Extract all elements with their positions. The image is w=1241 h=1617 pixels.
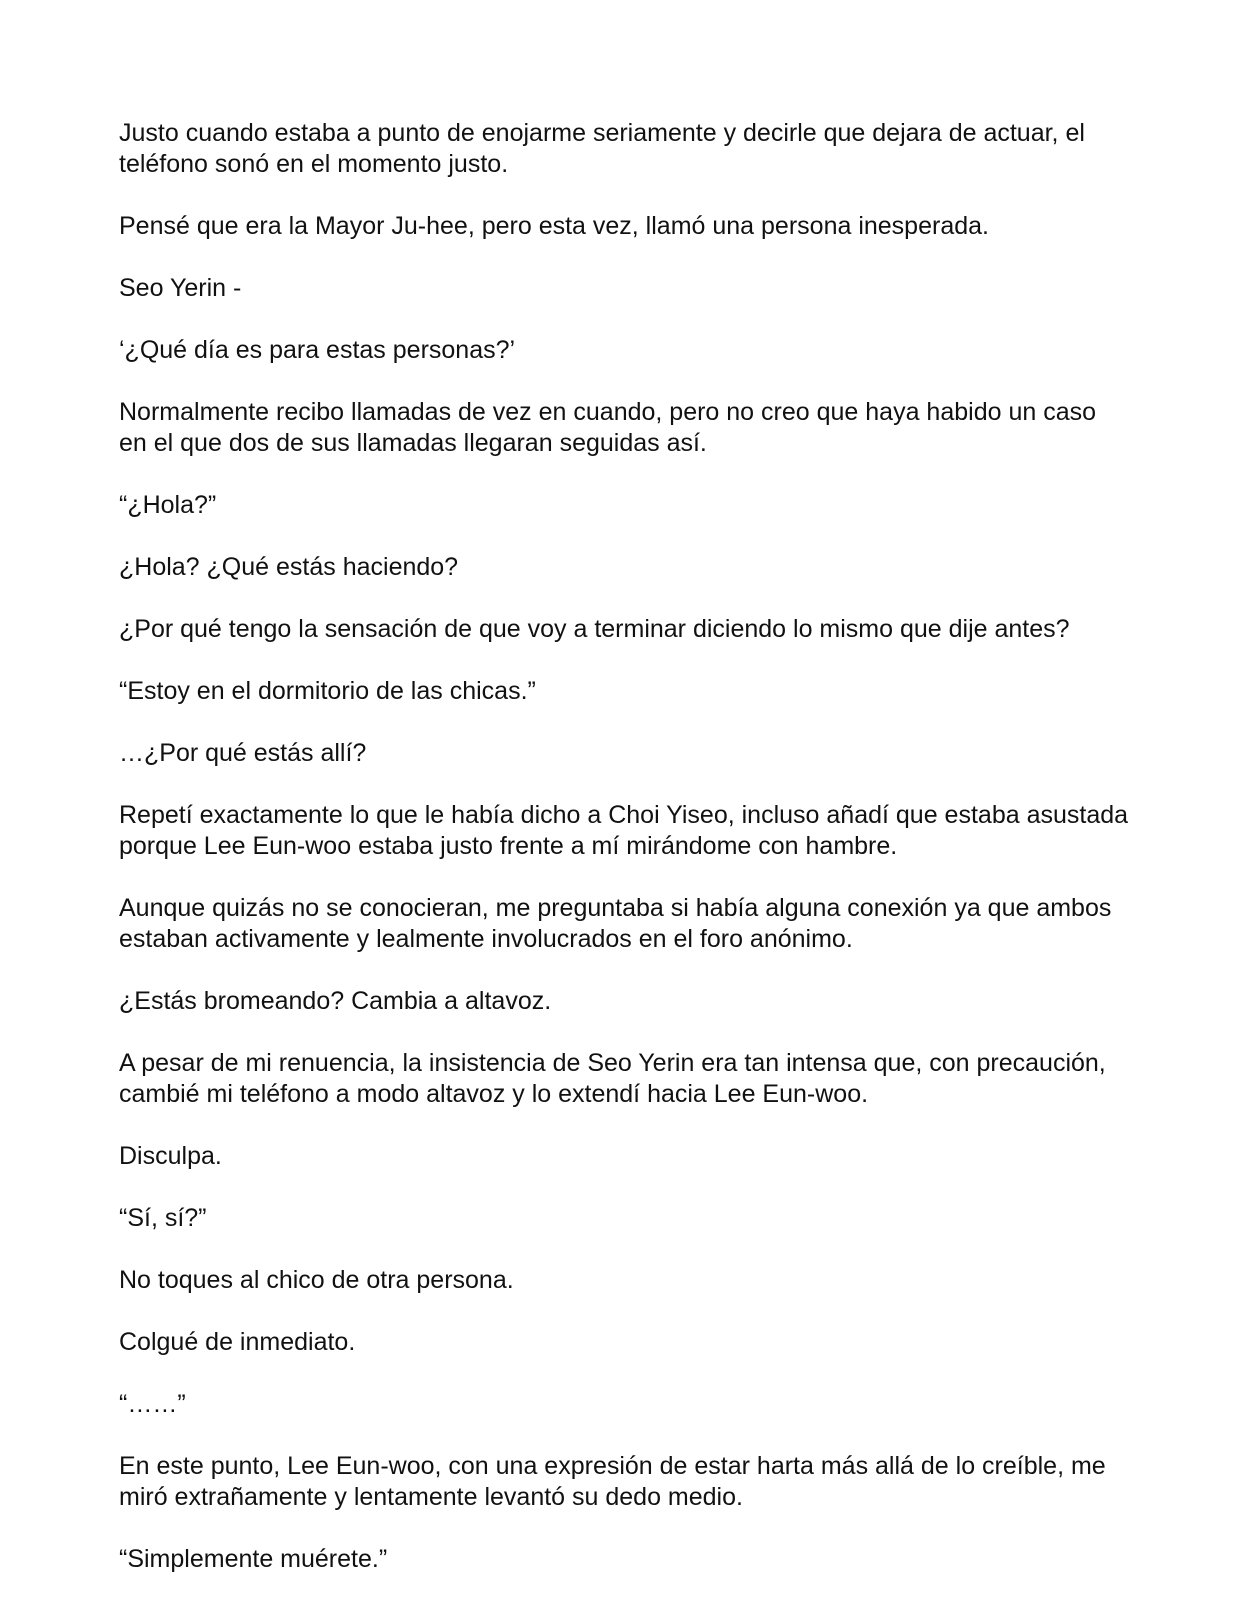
paragraph: Seo Yerin - bbox=[119, 274, 242, 302]
paragraph: Justo cuando estaba a punto de enojarme seriamente y decirle que dejara de actuar, el teléfono sonó en el momento justo. bbox=[119, 119, 1085, 178]
paragraph: Normalmente recibo llamadas de vez en cuando, pero no creo que haya habido un caso en el que dos de sus llamadas llegaran seguidas así. bbox=[119, 398, 1097, 457]
paragraph: Pensé que era la Mayor Ju-hee, pero esta vez, llamó una persona inesperada. bbox=[119, 212, 989, 240]
paragraph: Colgué de inmediato. bbox=[119, 1328, 356, 1356]
paragraph: ¿Por qué tengo la sensación de que voy a terminar diciendo lo mismo que dije antes? bbox=[119, 615, 1070, 643]
paragraph: “……” bbox=[119, 1390, 186, 1418]
paragraph: Disculpa. bbox=[119, 1142, 222, 1170]
paragraph: No toques al chico de otra persona. bbox=[119, 1266, 514, 1294]
paragraph: ¿Estás bromeando? Cambia a altavoz. bbox=[119, 987, 552, 1015]
paragraph: Repetí exactamente lo que le había dicho a Choi Yiseo, incluso añadí que estaba asustada porque Lee Eun-woo estaba justo frente a mí mirándome con hambre. bbox=[119, 801, 1129, 860]
paragraph: …¿Por qué estás allí? bbox=[119, 739, 367, 767]
paragraph: “Simplemente muérete.” bbox=[119, 1545, 388, 1573]
paragraph: En este punto, Lee Eun-woo, con una expresión de estar harta más allá de lo creíble, me miró extrañamente y lentamente levantó su dedo medio. bbox=[119, 1452, 1106, 1511]
paragraph: “¿Hola?” bbox=[119, 491, 217, 519]
paragraph: A pesar de mi renuencia, la insistencia de Seo Yerin era tan intensa que, con precaución, cambié mi teléfono a modo altavoz y lo extendí hacia Lee Eun-woo. bbox=[119, 1049, 1106, 1108]
paragraph: ‘¿Qué día es para estas personas?’ bbox=[119, 336, 516, 364]
paragraph: “Sí, sí?” bbox=[119, 1204, 207, 1232]
paragraph: ¿Hola? ¿Qué estás haciendo? bbox=[119, 553, 459, 581]
paragraph: Aunque quizás no se conocieran, me preguntaba si había alguna conexión ya que ambos estaban activamente y lealmente involucrados en el foro anónimo. bbox=[119, 894, 1112, 953]
paragraph: “Estoy en el dormitorio de las chicas.” bbox=[119, 677, 536, 705]
body-text bbox=[119, 118, 1129, 1606]
